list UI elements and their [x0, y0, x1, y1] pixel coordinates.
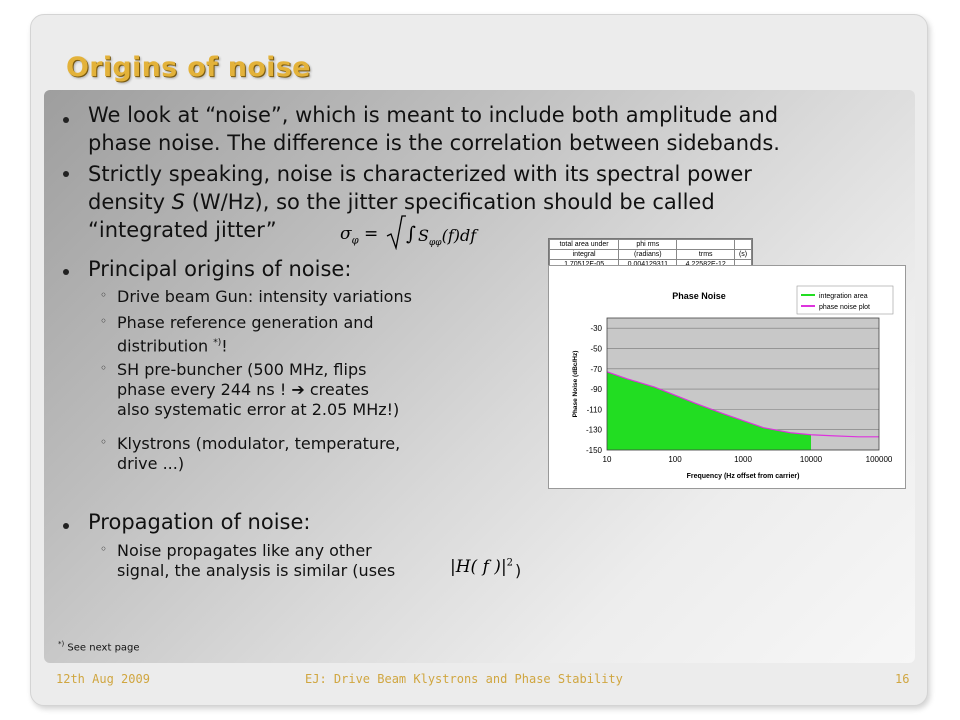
- table-cell: integral: [550, 250, 619, 260]
- legend-label: integration area: [819, 293, 868, 300]
- table-cell: [677, 240, 735, 250]
- bullet-2-line-3: “integrated jitter”: [88, 218, 277, 242]
- y-tick-label: -90: [590, 385, 602, 395]
- table-row: [550, 250, 752, 260]
- transfer-function-formula: |H( f )$|^2$: [450, 557, 514, 577]
- sub-bullet-3-line-2: [117, 380, 369, 400]
- y-tick-label: -50: [590, 344, 602, 354]
- bullet-3: Principal origins of noise:: [88, 257, 352, 281]
- sub-bullet-4-line-2: drive ...): [117, 454, 185, 473]
- sub-bullet-5-line-1: Noise propagates like any other: [117, 541, 372, 560]
- integrand-arg: (f)df: [441, 226, 477, 245]
- footnote: [58, 640, 140, 653]
- sub-bullet-2-line-1: Phase reference generation and: [117, 313, 374, 332]
- table-cell: total area under: [550, 240, 619, 250]
- phase-noise-chart: [548, 265, 906, 489]
- x-axis-label: Frequency (Hz offset from carrier): [686, 473, 800, 480]
- integrand-sub: φφ: [428, 238, 442, 249]
- jitter-integrand: [418, 226, 476, 248]
- sub-bullet-5-close: ): [515, 561, 522, 580]
- footer-title: EJ: Drive Beam Klystrons and Phase Stability: [305, 672, 623, 686]
- sub-bullet-4-line-1: Klystrons (modulator, temperature,: [117, 434, 401, 453]
- x-tick-label: 10: [602, 455, 612, 464]
- y-tick-label: -150: [585, 446, 602, 455]
- y-tick-label: -30: [590, 324, 602, 334]
- bullet-2-line-1: Strictly speaking, noise is characterized with its spectral power: [88, 162, 752, 186]
- integral-sign: ∫: [406, 223, 416, 245]
- y-tick-label: -70: [590, 364, 602, 374]
- sub-bullet-3-line-1: SH pre-buncher (500 MHz, flips: [117, 360, 367, 379]
- bullet-1-line-2: phase noise. The difference is the correlation between sidebands.: [88, 131, 780, 155]
- x-tick-label: 100000: [865, 455, 893, 464]
- y-axis-label: Phase Noise (dBc/Hz): [572, 350, 579, 418]
- footnote-text: See next page: [64, 642, 140, 654]
- sub-bullet-3-pre: phase every 244 ns !: [117, 380, 292, 399]
- bullet-dot: [63, 171, 69, 177]
- footer-page-number: 16: [895, 672, 910, 686]
- slide-title: Origins of noise: [66, 52, 311, 83]
- table-row: [550, 240, 752, 250]
- table-cell: (s): [735, 250, 752, 260]
- bullet-1-line-1: We look at “noise”, which is meant to include both amplitude and: [88, 103, 779, 127]
- chart-svg: [549, 266, 905, 488]
- sub-bullet-2-text: distribution: [117, 336, 214, 356]
- sub-bullet-1: Drive beam Gun: intensity variations: [117, 287, 412, 306]
- transfer-function-text: H( f ): [455, 557, 501, 577]
- arrow-icon: ➔: [291, 380, 305, 399]
- table-cell: [735, 240, 752, 250]
- bullet-2-post: (W/Hz), so the jitter specification should be called: [185, 190, 715, 214]
- sub-bullet-ring: ◦: [100, 435, 108, 449]
- formula-lhs: σ: [340, 224, 352, 244]
- bullet-4: Propagation of noise:: [88, 510, 311, 534]
- bullet-dot: [63, 117, 69, 123]
- formula-lhs-sub: φ: [351, 235, 359, 247]
- bullet-2-line-2: [88, 188, 715, 216]
- legend-label: phase noise plot: [819, 304, 870, 311]
- table-cell: (radians): [619, 250, 677, 260]
- footnote-mark: *): [58, 640, 65, 648]
- sub-bullet-ring: ◦: [100, 314, 108, 328]
- bullet-dot: [63, 269, 69, 275]
- sub-bullet-3-line-3: also systematic error at 2.05 MHz!): [117, 400, 400, 419]
- sub-bullet-5-line-2: signal, the analysis is similar (uses: [117, 561, 396, 580]
- footer-date: 12th Aug 2009: [56, 672, 150, 686]
- sub-bullet-3-post: creates: [304, 380, 369, 399]
- y-tick-label: -110: [586, 405, 602, 415]
- footnote-ref: *): [213, 338, 222, 348]
- y-tick-label: -130: [585, 425, 602, 435]
- integrand-symbol: S: [418, 226, 429, 245]
- sqrt-integral-symbol: [386, 214, 406, 250]
- sub-bullet-2-line-2: [117, 333, 228, 356]
- chart-title: Phase Noise: [672, 291, 726, 301]
- sub-bullet-ring: ◦: [100, 542, 108, 556]
- transfer-function-sup: 2: [506, 557, 514, 569]
- x-tick-label: 1000: [734, 455, 752, 464]
- bullet-dot: [63, 523, 69, 529]
- sub-bullet-ring: ◦: [100, 361, 108, 375]
- table-cell: trms: [677, 250, 735, 260]
- x-tick-label: 10000: [799, 455, 823, 464]
- spectral-density-symbol: S: [171, 190, 186, 214]
- sub-bullet-ring: ◦: [100, 288, 108, 302]
- sub-bullet-2-end: !: [221, 336, 228, 356]
- formula-eq: =: [358, 224, 379, 244]
- bullet-2-pre: density: [88, 190, 172, 214]
- x-tick-label: 100: [668, 455, 682, 464]
- jitter-formula: [340, 224, 378, 246]
- table-cell: phi rms: [619, 240, 677, 250]
